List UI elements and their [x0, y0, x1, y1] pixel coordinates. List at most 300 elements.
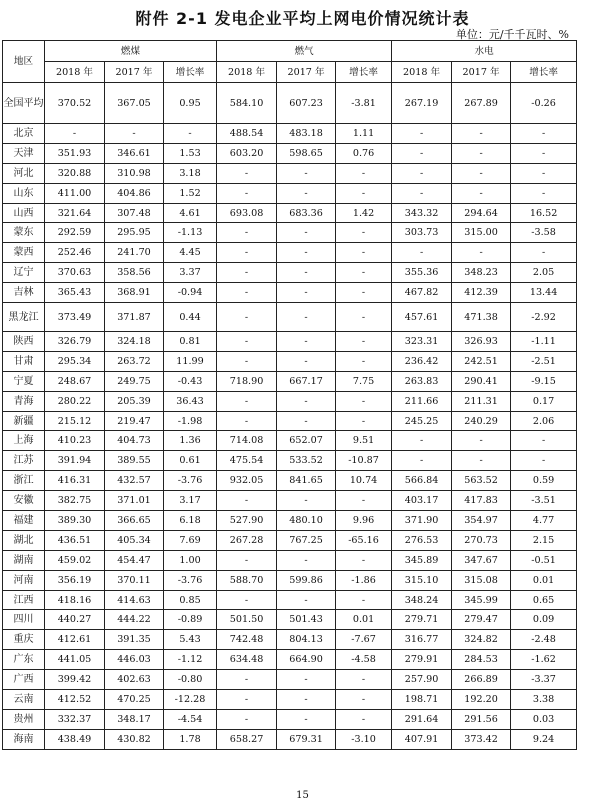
value-cell: 9.51	[336, 431, 392, 451]
value-cell: 1.11	[336, 124, 392, 144]
value-cell: -	[392, 431, 452, 451]
sub-header: 2017 年	[277, 62, 336, 83]
value-cell: 370.11	[105, 570, 164, 590]
value-cell: 607.23	[277, 83, 336, 124]
value-cell: -	[392, 183, 452, 203]
value-cell: -	[217, 670, 277, 690]
value-cell: -0.89	[164, 610, 217, 630]
table-row	[3, 491, 577, 511]
value-cell: 373.49	[45, 303, 105, 332]
value-cell: 263.83	[392, 371, 452, 391]
value-cell: 356.19	[45, 570, 105, 590]
value-cell: 403.17	[392, 491, 452, 511]
table-row	[3, 351, 577, 371]
value-cell: 382.75	[45, 491, 105, 511]
value-cell: 804.13	[277, 630, 336, 650]
value-cell: 391.94	[45, 451, 105, 471]
table-row	[3, 391, 577, 411]
value-cell: -	[511, 163, 577, 183]
value-cell: 501.50	[217, 610, 277, 630]
value-cell: 441.05	[45, 650, 105, 670]
region-cell: 湖北	[3, 530, 45, 550]
value-cell: -	[217, 303, 277, 332]
value-cell: 404.73	[105, 431, 164, 451]
value-cell: 440.27	[45, 610, 105, 630]
value-cell: 475.54	[217, 451, 277, 471]
value-cell: 354.97	[452, 511, 511, 531]
table-row	[3, 203, 577, 223]
value-cell: 279.91	[392, 650, 452, 670]
value-cell: 2.15	[511, 530, 577, 550]
value-cell: 0.09	[511, 610, 577, 630]
table-row	[3, 690, 577, 710]
value-cell: 588.70	[217, 570, 277, 590]
value-cell: 563.52	[452, 471, 511, 491]
value-cell: -1.98	[164, 411, 217, 431]
sub-header: 增长率	[511, 62, 577, 83]
value-cell: 370.63	[45, 263, 105, 283]
value-cell: 0.76	[336, 143, 392, 163]
table-row	[3, 451, 577, 471]
sub-header: 2017 年	[452, 62, 511, 83]
table-row	[3, 550, 577, 570]
sub-header: 增长率	[336, 62, 392, 83]
value-cell: -	[392, 143, 452, 163]
value-cell: 446.03	[105, 650, 164, 670]
value-cell: 279.47	[452, 610, 511, 630]
value-cell: -	[277, 690, 336, 710]
value-cell: 3.38	[511, 690, 577, 710]
value-cell: 501.43	[277, 610, 336, 630]
value-cell: -	[511, 431, 577, 451]
value-cell: -	[277, 332, 336, 352]
value-cell: 284.53	[452, 650, 511, 670]
value-cell: 267.19	[392, 83, 452, 124]
value-cell: -65.16	[336, 530, 392, 550]
table-row	[3, 303, 577, 332]
table-row	[3, 283, 577, 303]
value-cell: 3.18	[164, 163, 217, 183]
value-cell: -10.87	[336, 451, 392, 471]
value-cell: 488.54	[217, 124, 277, 144]
table-row	[3, 729, 577, 749]
region-cell: 蒙西	[3, 243, 45, 263]
value-cell: -12.28	[164, 690, 217, 710]
value-cell: 347.67	[452, 550, 511, 570]
table-row	[3, 431, 577, 451]
value-cell: -	[336, 709, 392, 729]
value-cell: 295.34	[45, 351, 105, 371]
value-cell: 343.32	[392, 203, 452, 223]
value-cell: 399.42	[45, 670, 105, 690]
group-header-coal: 燃煤	[45, 41, 217, 62]
value-cell: -1.62	[511, 650, 577, 670]
value-cell: -2.51	[511, 351, 577, 371]
region-cell: 黑龙江	[3, 303, 45, 332]
value-cell: 192.20	[452, 690, 511, 710]
value-cell: 240.29	[452, 411, 511, 431]
value-cell: 0.03	[511, 709, 577, 729]
value-cell: 320.88	[45, 163, 105, 183]
region-cell: 吉林	[3, 283, 45, 303]
value-cell: -4.54	[164, 709, 217, 729]
table-row	[3, 243, 577, 263]
value-cell: 252.46	[45, 243, 105, 263]
value-cell: 402.63	[105, 670, 164, 690]
value-cell: 303.73	[392, 223, 452, 243]
region-cell: 天津	[3, 143, 45, 163]
value-cell: -	[277, 351, 336, 371]
value-cell: 348.24	[392, 590, 452, 610]
value-cell: 249.75	[105, 371, 164, 391]
value-cell: -	[277, 709, 336, 729]
value-cell: 767.25	[277, 530, 336, 550]
table-row	[3, 570, 577, 590]
value-cell: 7.75	[336, 371, 392, 391]
region-cell: 上海	[3, 431, 45, 451]
value-cell: -3.76	[164, 471, 217, 491]
value-cell: 211.31	[452, 391, 511, 411]
value-cell: 351.93	[45, 143, 105, 163]
value-cell: 348.23	[452, 263, 511, 283]
value-cell: -	[336, 411, 392, 431]
value-cell: 436.51	[45, 530, 105, 550]
value-cell: 412.61	[45, 630, 105, 650]
value-cell: 1.52	[164, 183, 217, 203]
region-cell: 重庆	[3, 630, 45, 650]
region-cell: 贵州	[3, 709, 45, 729]
value-cell: 0.01	[336, 610, 392, 630]
value-cell: 276.53	[392, 530, 452, 550]
value-cell: 841.65	[277, 471, 336, 491]
value-cell: 1.53	[164, 143, 217, 163]
value-cell: -1.12	[164, 650, 217, 670]
region-cell: 湖南	[3, 550, 45, 570]
value-cell: 267.28	[217, 530, 277, 550]
value-cell: -	[277, 223, 336, 243]
value-cell: -	[336, 163, 392, 183]
value-cell: -	[217, 590, 277, 610]
value-cell: 584.10	[217, 83, 277, 124]
value-cell: 470.25	[105, 690, 164, 710]
value-cell: -2.48	[511, 630, 577, 650]
value-cell: -	[511, 243, 577, 263]
value-cell: 407.91	[392, 729, 452, 749]
value-cell: -	[217, 163, 277, 183]
value-cell: -	[336, 263, 392, 283]
value-cell: -	[392, 163, 452, 183]
region-cell: 河南	[3, 570, 45, 590]
value-cell: 307.48	[105, 203, 164, 223]
value-cell: 345.99	[452, 590, 511, 610]
sub-header: 增长率	[164, 62, 217, 83]
value-cell: -	[452, 163, 511, 183]
table-row	[3, 709, 577, 729]
value-cell: 4.45	[164, 243, 217, 263]
value-cell: 480.10	[277, 511, 336, 531]
value-cell: 471.38	[452, 303, 511, 332]
value-cell: 241.70	[105, 243, 164, 263]
value-cell: 292.59	[45, 223, 105, 243]
value-cell: -	[452, 243, 511, 263]
value-cell: 3.17	[164, 491, 217, 511]
value-cell: 368.91	[105, 283, 164, 303]
value-cell: 9.96	[336, 511, 392, 531]
value-cell: -0.51	[511, 550, 577, 570]
value-cell: -	[277, 303, 336, 332]
value-cell: 326.93	[452, 332, 511, 352]
value-cell: -	[336, 223, 392, 243]
value-cell: -	[217, 332, 277, 352]
value-cell: -	[277, 590, 336, 610]
region-cell: 江苏	[3, 451, 45, 471]
value-cell: -	[164, 124, 217, 144]
value-cell: 416.31	[45, 471, 105, 491]
value-cell: 0.85	[164, 590, 217, 610]
value-cell: 358.56	[105, 263, 164, 283]
value-cell: -	[452, 143, 511, 163]
value-cell: -	[277, 283, 336, 303]
value-cell: 346.61	[105, 143, 164, 163]
table-body	[3, 83, 577, 750]
value-cell: -	[217, 183, 277, 203]
value-cell: -	[105, 124, 164, 144]
region-cell: 广东	[3, 650, 45, 670]
value-cell: 373.42	[452, 729, 511, 749]
sub-header: 2018 年	[217, 62, 277, 83]
region-cell: 甘肃	[3, 351, 45, 371]
table-row	[3, 530, 577, 550]
value-cell: 310.98	[105, 163, 164, 183]
group-header-hydro: 水电	[392, 41, 577, 62]
value-cell: -7.67	[336, 630, 392, 650]
value-cell: 211.66	[392, 391, 452, 411]
value-cell: 326.79	[45, 332, 105, 352]
value-cell: 367.05	[105, 83, 164, 124]
table-row	[3, 124, 577, 144]
value-cell: -0.94	[164, 283, 217, 303]
value-cell: 4.77	[511, 511, 577, 531]
region-cell: 全国平均	[3, 83, 45, 124]
value-cell: 412.39	[452, 283, 511, 303]
value-cell: 411.00	[45, 183, 105, 203]
value-cell: 0.95	[164, 83, 217, 124]
value-cell: 291.56	[452, 709, 511, 729]
value-cell: -	[217, 243, 277, 263]
region-cell: 山东	[3, 183, 45, 203]
value-cell: 404.86	[105, 183, 164, 203]
value-cell: 1.78	[164, 729, 217, 749]
value-cell: 679.31	[277, 729, 336, 749]
value-cell: 483.18	[277, 124, 336, 144]
value-cell: -	[336, 183, 392, 203]
value-cell: 315.00	[452, 223, 511, 243]
value-cell: -	[336, 590, 392, 610]
value-cell: 4.61	[164, 203, 217, 223]
region-cell: 新疆	[3, 411, 45, 431]
value-cell: -	[392, 243, 452, 263]
value-cell: 693.08	[217, 203, 277, 223]
value-cell: 658.27	[217, 729, 277, 749]
region-cell: 浙江	[3, 471, 45, 491]
value-cell: 245.25	[392, 411, 452, 431]
value-cell: 683.36	[277, 203, 336, 223]
value-cell: -2.92	[511, 303, 577, 332]
value-cell: 599.86	[277, 570, 336, 590]
value-cell: 414.63	[105, 590, 164, 610]
value-cell: -0.43	[164, 371, 217, 391]
value-cell: -	[45, 124, 105, 144]
value-cell: -	[336, 351, 392, 371]
value-cell: -	[336, 303, 392, 332]
region-cell: 北京	[3, 124, 45, 144]
value-cell: -	[217, 391, 277, 411]
value-cell: 6.18	[164, 511, 217, 531]
header-sub-row	[3, 62, 577, 83]
value-cell: 267.89	[452, 83, 511, 124]
region-cell: 广西	[3, 670, 45, 690]
value-cell: 1.42	[336, 203, 392, 223]
region-header: 地区	[3, 41, 45, 83]
sub-header: 2018 年	[392, 62, 452, 83]
value-cell: -3.51	[511, 491, 577, 511]
value-cell: 1.00	[164, 550, 217, 570]
value-cell: 205.39	[105, 391, 164, 411]
value-cell: -	[277, 491, 336, 511]
value-cell: 371.01	[105, 491, 164, 511]
value-cell: -	[452, 183, 511, 203]
value-cell: -	[217, 491, 277, 511]
value-cell: 391.35	[105, 630, 164, 650]
value-cell: 430.82	[105, 729, 164, 749]
value-cell: 324.18	[105, 332, 164, 352]
value-cell: 444.22	[105, 610, 164, 630]
page-title: 附件 2-1 发电企业平均上网电价情况统计表	[135, 9, 470, 28]
sub-header: 2017 年	[105, 62, 164, 83]
value-cell: 366.65	[105, 511, 164, 531]
unit-label: 单位：元/千千瓦时、%	[455, 28, 569, 41]
value-cell: 389.30	[45, 511, 105, 531]
value-cell: 0.59	[511, 471, 577, 491]
value-cell: 0.01	[511, 570, 577, 590]
value-cell: 0.61	[164, 451, 217, 471]
table-row	[3, 163, 577, 183]
value-cell: 9.24	[511, 729, 577, 749]
table-row	[3, 670, 577, 690]
table-row	[3, 650, 577, 670]
value-cell: 321.64	[45, 203, 105, 223]
value-cell: -	[277, 263, 336, 283]
value-cell: 438.49	[45, 729, 105, 749]
table-row	[3, 411, 577, 431]
value-cell: 365.43	[45, 283, 105, 303]
value-cell: 219.47	[105, 411, 164, 431]
value-cell: -	[217, 709, 277, 729]
value-cell: 652.07	[277, 431, 336, 451]
value-cell: 371.90	[392, 511, 452, 531]
sub-header: 2018 年	[45, 62, 105, 83]
value-cell: 16.52	[511, 203, 577, 223]
value-cell: -	[511, 124, 577, 144]
value-cell: -1.86	[336, 570, 392, 590]
value-cell: 279.71	[392, 610, 452, 630]
value-cell: 355.36	[392, 263, 452, 283]
value-cell: -	[217, 351, 277, 371]
value-cell: -0.26	[511, 83, 577, 124]
value-cell: -	[217, 550, 277, 570]
value-cell: -	[392, 124, 452, 144]
value-cell: -	[277, 243, 336, 263]
value-cell: 290.41	[452, 371, 511, 391]
value-cell: 2.05	[511, 263, 577, 283]
value-cell: 405.34	[105, 530, 164, 550]
value-cell: 266.89	[452, 670, 511, 690]
value-cell: 454.47	[105, 550, 164, 570]
region-cell: 云南	[3, 690, 45, 710]
page-number: 15	[296, 790, 309, 801]
value-cell: -	[277, 391, 336, 411]
value-cell: -	[392, 451, 452, 471]
value-cell: -	[336, 391, 392, 411]
value-cell: 598.65	[277, 143, 336, 163]
value-cell: 257.90	[392, 670, 452, 690]
value-cell: 389.55	[105, 451, 164, 471]
value-cell: -	[217, 223, 277, 243]
value-cell: 295.95	[105, 223, 164, 243]
value-cell: 263.72	[105, 351, 164, 371]
value-cell: -	[511, 143, 577, 163]
value-cell: 248.67	[45, 371, 105, 391]
region-cell: 海南	[3, 729, 45, 749]
value-cell: -9.15	[511, 371, 577, 391]
value-cell: 0.65	[511, 590, 577, 610]
region-cell: 陕西	[3, 332, 45, 352]
value-cell: 533.52	[277, 451, 336, 471]
value-cell: 0.81	[164, 332, 217, 352]
table-row	[3, 83, 577, 124]
value-cell: -	[217, 263, 277, 283]
value-cell: 410.23	[45, 431, 105, 451]
value-cell: 215.12	[45, 411, 105, 431]
value-cell: 527.90	[217, 511, 277, 531]
value-cell: -	[217, 690, 277, 710]
table-row	[3, 511, 577, 531]
region-cell: 江西	[3, 590, 45, 610]
value-cell: 412.52	[45, 690, 105, 710]
value-cell: -	[336, 491, 392, 511]
value-cell: 667.17	[277, 371, 336, 391]
value-cell: -3.76	[164, 570, 217, 590]
group-header-gas: 燃气	[217, 41, 392, 62]
table-row	[3, 630, 577, 650]
value-cell: 432.57	[105, 471, 164, 491]
value-cell: -4.58	[336, 650, 392, 670]
region-cell: 四川	[3, 610, 45, 630]
region-cell: 青海	[3, 391, 45, 411]
header-group-row	[3, 41, 577, 62]
value-cell: 270.73	[452, 530, 511, 550]
value-cell: -	[336, 243, 392, 263]
value-cell: 11.99	[164, 351, 217, 371]
table-row	[3, 183, 577, 203]
value-cell: -3.81	[336, 83, 392, 124]
value-cell: -3.37	[511, 670, 577, 690]
value-cell: 457.61	[392, 303, 452, 332]
region-cell: 宁夏	[3, 371, 45, 391]
table-row	[3, 223, 577, 243]
value-cell: -	[217, 411, 277, 431]
value-cell: 418.16	[45, 590, 105, 610]
